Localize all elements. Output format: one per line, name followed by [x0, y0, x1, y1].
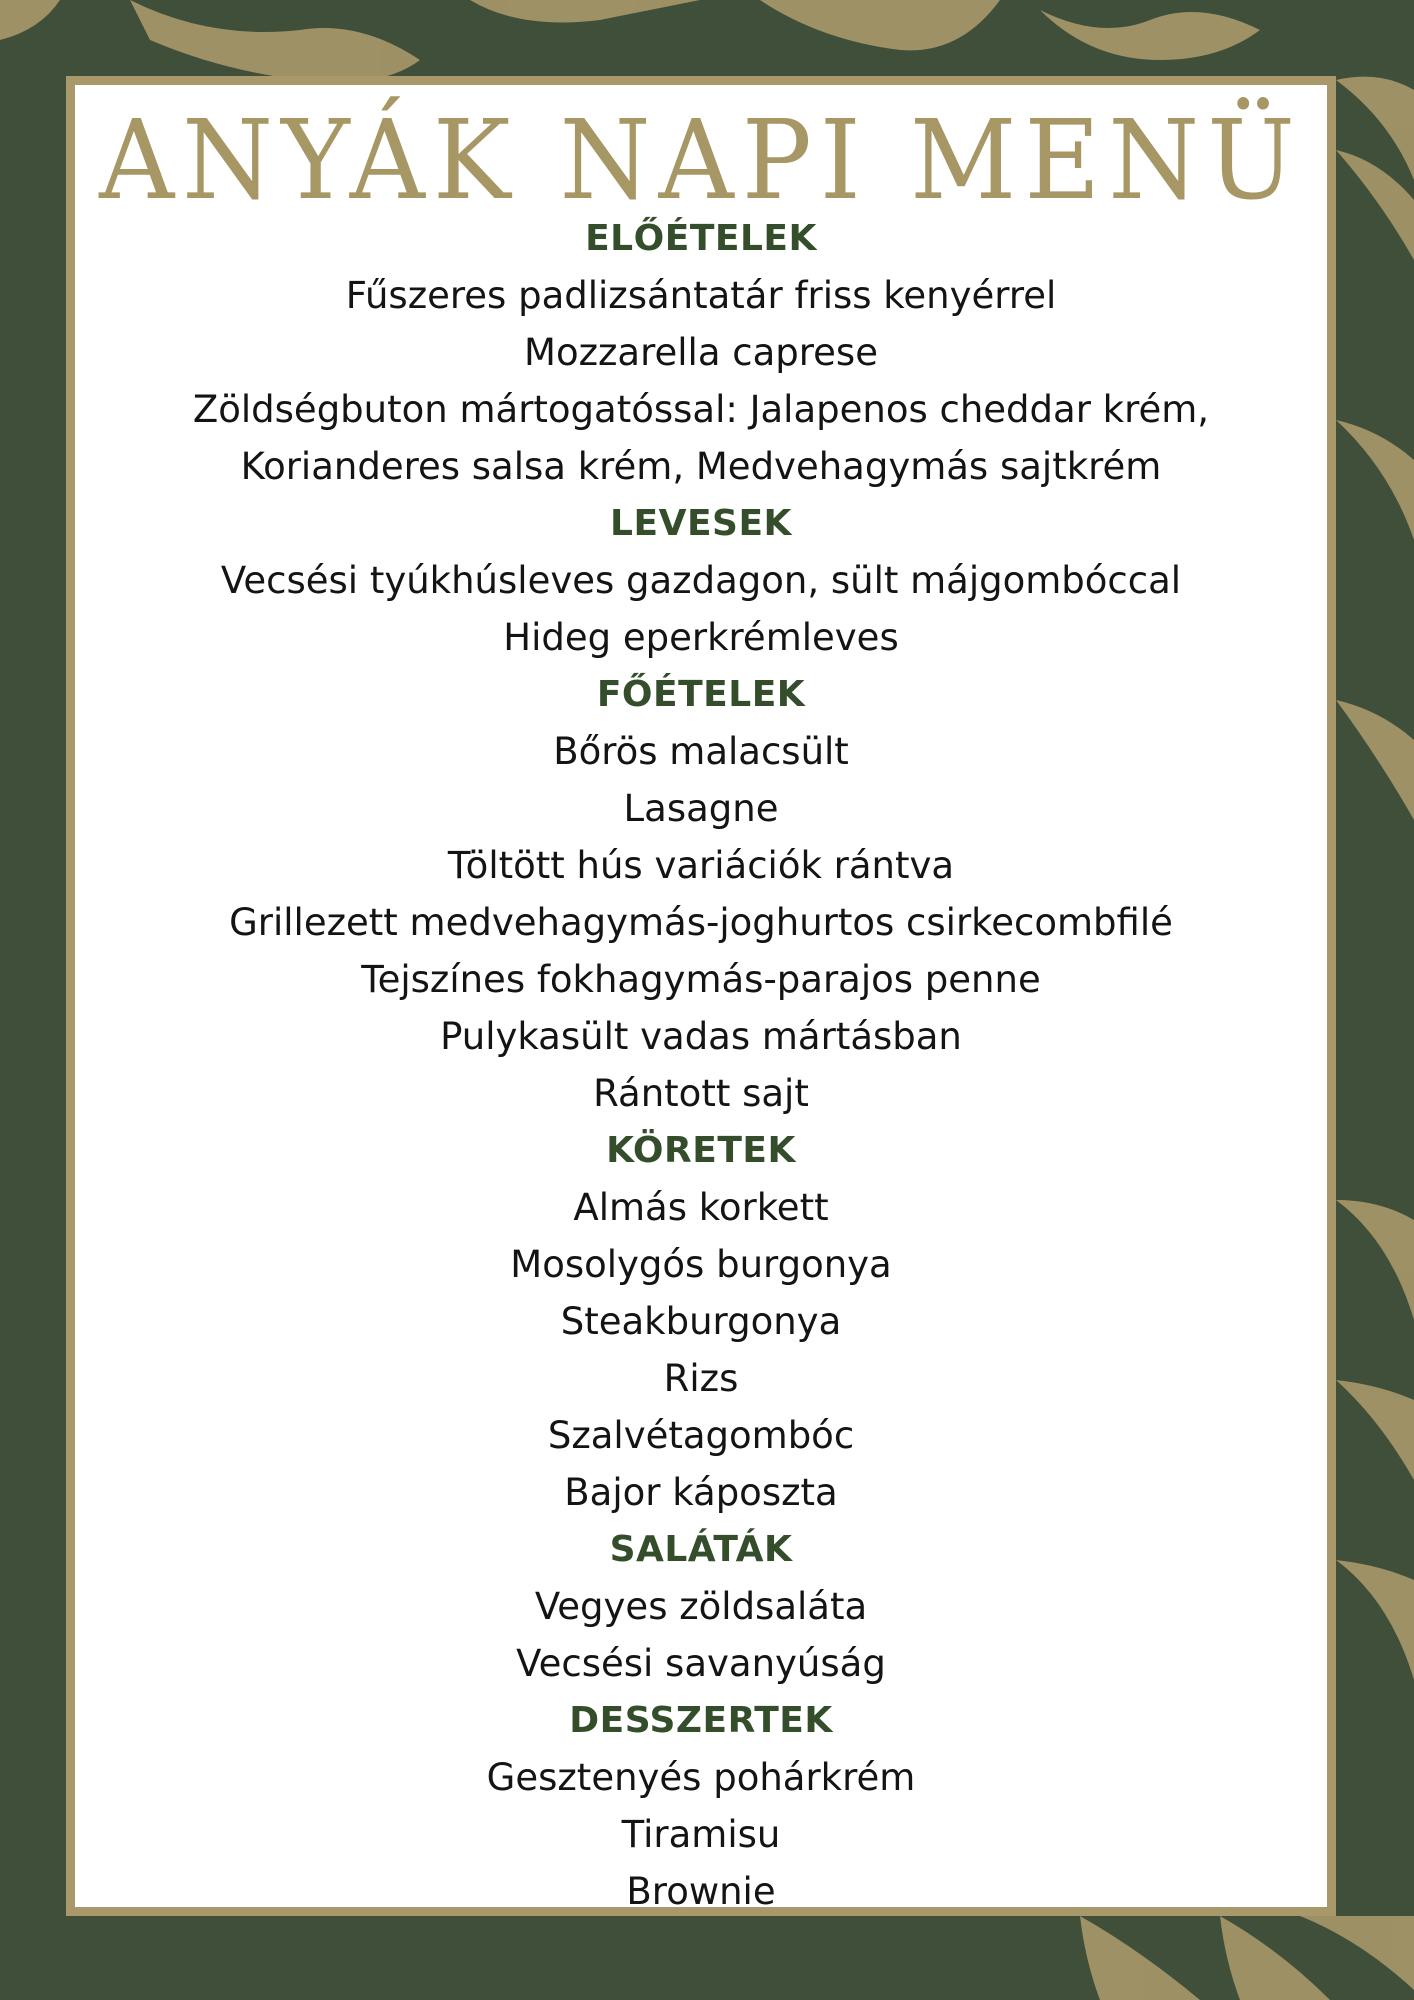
menu-item: Mosolygós burgonya — [510, 1243, 892, 1286]
menu-item: Grillezett medvehagymás-joghurtos csirkecombfilé — [229, 901, 1173, 944]
menu-item: Vegyes zöldsaláta — [534, 1585, 868, 1628]
section-heading-levesek: LEVESEK — [610, 503, 792, 544]
section-heading-salatak: SALÁTÁK — [609, 1529, 793, 1570]
menu-card — [66, 76, 1336, 1916]
section-heading-eloetelek: ELŐÉTELEK — [585, 218, 817, 259]
menu-item: Zöldségbuton mártogatóssal: Jalapenos cheddar krém, — [192, 388, 1210, 431]
menu-item: Korianderes salsa krém, Medvehagymás sajtkrém — [240, 445, 1162, 488]
menu-item: Szalvétagombóc — [547, 1414, 855, 1457]
menu-list — [75, 210, 1327, 1920]
section-heading-desszertek: DESSZERTEK — [569, 1700, 833, 1741]
menu-title: ANYÁK NAPI MENÜ — [99, 95, 1303, 225]
menu-item: Almás korkett — [573, 1186, 829, 1229]
menu-item: Steakburgonya — [560, 1300, 842, 1343]
menu-item: Töltött hús variációk rántva — [447, 844, 955, 887]
section-heading-koretek: KÖRETEK — [606, 1130, 796, 1171]
section-heading-foetelek: FŐÉTELEK — [596, 674, 806, 715]
menu-item: Fűszeres padlizsántatár friss kenyérrel — [345, 274, 1057, 317]
menu-item: Tiramisu — [621, 1813, 781, 1856]
menu-item: Bajor káposzta — [564, 1471, 838, 1514]
menu-item: Vecsési savanyúság — [516, 1642, 886, 1685]
menu-item: Gesztenyés pohárkrém — [486, 1756, 916, 1799]
menu-item: Pulykasült vadas mártásban — [440, 1015, 962, 1058]
menu-item: Rántott sajt — [593, 1072, 809, 1115]
menu-item: Rizs — [663, 1357, 739, 1400]
menu-item: Hideg eperkrémleves — [503, 616, 899, 659]
menu-item: Lasagne — [623, 787, 779, 830]
menu-item: Tejszínes fokhagymás-parajos penne — [361, 958, 1041, 1001]
menu-item: Vecsési tyúkhúsleves gazdagon, sült májgombóccal — [220, 559, 1182, 602]
menu-item: Brownie — [626, 1870, 776, 1913]
menu-item: Bőrös malacsült — [553, 730, 849, 773]
menu-item: Mozzarella caprese — [524, 331, 878, 374]
